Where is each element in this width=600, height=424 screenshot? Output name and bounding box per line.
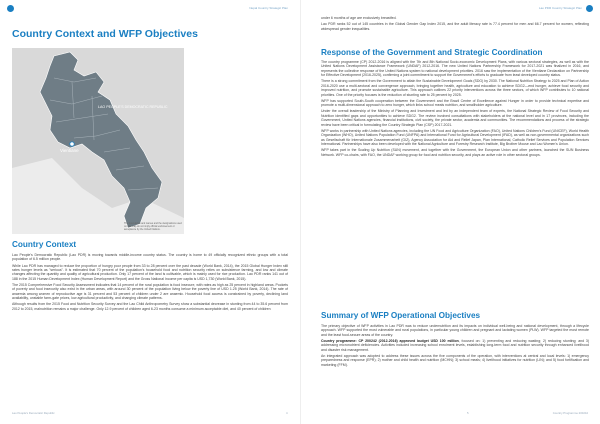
page-number-right: 5 bbox=[467, 411, 469, 415]
footer-right-text: Country Programme 200242 bbox=[552, 411, 588, 415]
context-continued bbox=[321, 16, 589, 33]
paragraph: An integrated approach was adopted to address these issues across the five components of the operation, with interventions at central and local levels: 1) emergency preparedness and response (EPR); 2) mother and child health and nutrition (MCHN); 3) school meals; 4) livelihood initiatives for nutrition (LIN); and 5) food fortification and marketing (FFM). bbox=[321, 354, 589, 367]
response-body bbox=[321, 60, 589, 159]
capital-marker-icon bbox=[70, 142, 74, 146]
country-label: LAO PEOPLE'S DEMOCRATIC REPUBLIC bbox=[98, 105, 168, 109]
map-svg bbox=[12, 48, 184, 234]
capital-label: Vientiane bbox=[60, 148, 79, 153]
paragraph: The primary objective of WFP activities in Lao PDR was to reduce undernutrition and its impacts on individual well-being and national development, through a lifecycle approach. WFP supported the most vulnerable and rural populations, in particular young children and pregnant and lactating women (PLW). WFP targeted the most remote and the least food-secure areas of the country. bbox=[321, 324, 589, 337]
cp-rest-text: , focused on: 1) preventing and reducing wasting; 2) reducing stunting; and 3) addressing micronutrient deficiencies. Activities included increasing school enrolment levels, establishing long-term food and nutrition security through enhanced livelihood and disaster risk management. bbox=[321, 339, 589, 352]
response-heading: Response of the Government and Strategic Coordination bbox=[321, 48, 543, 57]
paragraph: WFP works in partnership with United Nations agencies, including the UN Food and Agriculture Organization (FAO), United Nations Children's Fund (UNICEF), World Health Organization (WHO), United Nations Population Fund (UNFPA) and International Fund for Agricultural Development (IFAD), as well as non-governmental organizations such as Gesellschaft für Internationale Zusammenarbeit (GIZ), Agency Association for Aid and Relief Japan, Plan International, Catholic Relief Services and Population Services International. Partnerships have also been developed with the National Agriculture and Forestry Research Institute, Big Brother Mouse and Lao Women's Union. bbox=[321, 128, 589, 147]
paragraph: While Lao PDR has managed to reduce the proportion of hungry poor people from 33 to 28 percent over the past decade (World Bank, 2014), the 2015 Global Hunger Index still rates hunger levels as "serious". It is estimated that 70 percent of the population's household food and nutrition security relies on subsistence farming, and low and climate changes affecting the quantity and quality of agricultural production. Only 17 percent of the land is cultivable, which is mainly used for rice production. Lao PDR ranks 141 out of 188 in the 2015 Human Development Index (Human Development Report) and the Gross National Income per capita is USD 1,730 (World Bank, 2015). bbox=[12, 263, 288, 281]
paragraph bbox=[321, 339, 589, 352]
country-context-body bbox=[12, 253, 288, 313]
paragraph: Lao People's Democratic Republic (Lao PDR) is moving towards middle-income country status. The country is home to 49 officially recognized ethnic groups with a total population of 6.5 million people. bbox=[12, 253, 288, 262]
paragraph: The 2015 Comprehensive Food Security Assessment indicates that 14 percent of the rural population is food insecure, with rates as high as 25 percent in highland areas. Pockets of poverty and food insecurity also exist in the urban areas, with around 30 percent of the population living below the poverty line of USD 1.25 (World Bank, 2014). The rate of anaemia among women of reproductive age is 31 percent and 53 percent of children under 2 are anaemic. Household food access is constrained by poverty, declining land availability, unstable farm-gate prices, low agricultural productivity, and changing climate patterns. bbox=[12, 283, 288, 301]
paragraph: The country programme (CP) 2012-2016 is aligned with the 7th and 8th National Socio-economic Development Plans, with various sectoral strategies, as well as with the United Nations Development Assistance Framework (UNDAF) 2012-2016. The new United Nations Partnership Framework for 2017-2021 was finalized in 2016, and represents the collective response of the United Nations system to national development priorities. 2016 saw the implementation of the Vientiane Declaration on Partnership for Effective Development (2016-2025), confirming a joint commitment to support the Government's efforts to graduate from least developed country status. bbox=[321, 60, 589, 78]
wfp-logo-icon bbox=[586, 5, 593, 12]
country-map bbox=[12, 48, 184, 234]
footer-left-text: Lao People's Democratic Republic bbox=[12, 411, 55, 415]
right-page bbox=[300, 0, 600, 424]
paragraph: WFP takes part in the Scaling Up Nutrition (SUN) movement, and together with the Government, the European Union and other partners, launched the SUN Business Network. WFP co-chairs, with FAO, the UNDAF working group for food and nutrition security, and plays an active role in other sectoral groups. bbox=[321, 148, 589, 157]
summary-body bbox=[321, 324, 589, 369]
paragraph: under 6 months of age are exclusively breastfed. bbox=[321, 16, 397, 20]
wfp-logo-icon bbox=[7, 5, 14, 12]
paragraph: Lao PDR ranks 52 out of 145 countries in the Global Gender Gap Index 2015, and the adult literacy rate is 77.4 percent for men and 66.7 percent for women, reflecting widespread gender inequalities. bbox=[321, 22, 589, 31]
paragraph: Under the overall leadership of the Ministry of Planning and Investment and led by an independent team of experts, the National Strategic Review of Food Security and Nutrition identified gaps and opportunities to achieve SDG2. The review involved consultations with stakeholders at the national level and in 17 provinces, including the Government, United Nations agencies, financial institutions, civil society, the private sector, academia and communities. The recommendations and process of the strategic review have been critical in formulating the Country Strategic Plan (CSP) 2017-2021. bbox=[321, 109, 589, 127]
map-caption: The boundaries and names and the designations used on this map do not imply official endorsement or acceptance by the United Nations. bbox=[124, 222, 182, 231]
header-left-text: Lao PDR Country Strategic Plan bbox=[538, 6, 582, 10]
paragraph: There is a strong commitment from the Government to attain the Sustainable Development Goals (SDG) by 2030. The National Nutrition Strategy to 2025 and Plan of Action 2016-2020 use a multi-sectoral and convergence approach, bringing together health, agriculture and education to achieve SDG2—end hunger, achieve food security and improved nutrition, and promote sustainable agriculture. This approach outlines 22 priority interventions across the three sectors, of which WFP contributes to 10 national priorities. One of the priority focuses is the reduction of stunting rate to 25 percent by 2025. bbox=[321, 79, 589, 97]
paragraph: Although results from the 2015 Food and Nutrition Security Survey and the Lao Child Anthropometry Survey show a substantial decrease in stunting from 44 to 35.6 percent from 2012 to 2015, malnutrition remains a major challenge. Only 12.9 percent of children aged 6-23 months consume a minimum acceptable diet, and 40 percent of children bbox=[12, 302, 288, 311]
summary-heading: Summary of WFP Operational Objectives bbox=[321, 311, 481, 320]
country-context-heading: Country Context bbox=[12, 240, 77, 249]
paragraph: WFP has supported South-South cooperation between the Government and the Brazil Centre of Excellence against Hunger in order to provide technical expertise and promote a multi-dimensional approach to zero hunger, which links school meals nutrition, and smallholder agriculture. bbox=[321, 98, 589, 108]
header-right-text: Nepal Country Strategic Plan bbox=[249, 6, 288, 10]
page-number-left: 4 bbox=[286, 411, 288, 415]
page-title: Country Context and WFP Objectives bbox=[12, 28, 198, 40]
cp-bold-text: Country programme: CP 200242 (2012-2016) approved budget USD 100 million bbox=[321, 339, 459, 344]
